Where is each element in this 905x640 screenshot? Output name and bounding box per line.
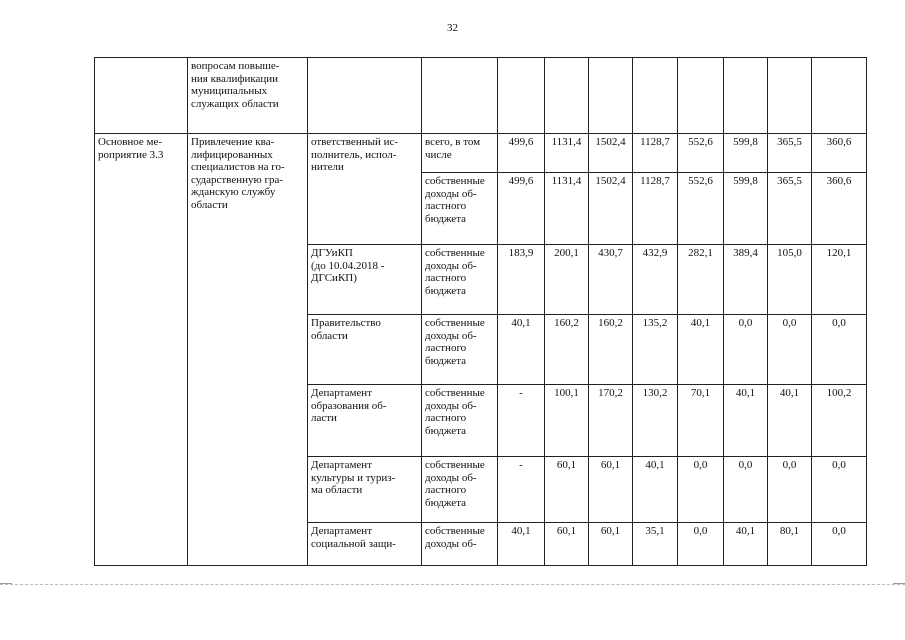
value-cell: 1502,4	[589, 173, 633, 245]
edge-mark	[893, 583, 905, 584]
value-cell: 432,9	[633, 245, 678, 315]
value-cell: 552,6	[678, 134, 724, 173]
measure-title-cell: Привлечение ква- лифицированных специалистов на го- сударственную гра- жданскую службу области	[188, 134, 308, 566]
executor-cell: Правительство области	[308, 315, 422, 385]
value-cell: 1131,4	[545, 134, 589, 173]
source-cell: собственные доходы об- ластного бюджета	[422, 245, 498, 315]
value-cell: 0,0	[724, 315, 768, 385]
value-cell: 0,0	[768, 315, 812, 385]
executor-cell: ответственный ис- полнитель, испол- нители	[308, 134, 422, 245]
value-cell: 40,1	[768, 385, 812, 457]
value-cell: 60,1	[545, 457, 589, 523]
value-cell: 1131,4	[545, 173, 589, 245]
value-cell: 0,0	[812, 457, 867, 523]
value-cell: 120,1	[812, 245, 867, 315]
executor-cell: Департамент образования об- ласти	[308, 385, 422, 457]
table-row	[95, 58, 867, 134]
value-cell: 170,2	[589, 385, 633, 457]
value-cell: 60,1	[545, 523, 589, 566]
value-cell: 40,1	[498, 523, 545, 566]
value-cell: 60,1	[589, 523, 633, 566]
value-cell: 0,0	[678, 523, 724, 566]
value-cell	[724, 58, 768, 134]
measure-title-cell: вопросам повыше- ния квалификации муниципальных служащих области	[188, 58, 308, 134]
value-cell: 1128,7	[633, 173, 678, 245]
value-cell: 40,1	[678, 315, 724, 385]
value-cell: 0,0	[812, 315, 867, 385]
source-cell: собственные доходы об- ластного бюджета	[422, 173, 498, 245]
value-cell: 599,8	[724, 134, 768, 173]
value-cell: 100,1	[545, 385, 589, 457]
value-cell: 105,0	[768, 245, 812, 315]
value-cell: 183,9	[498, 245, 545, 315]
value-cell: 35,1	[633, 523, 678, 566]
value-cell	[545, 58, 589, 134]
measure-label-cell: Основное ме- роприятие 3.3	[95, 134, 188, 566]
value-cell: 552,6	[678, 173, 724, 245]
value-cell: -	[498, 385, 545, 457]
source-cell: собственные доходы об- ластного бюджета	[422, 315, 498, 385]
value-cell: 60,1	[589, 457, 633, 523]
value-cell	[678, 58, 724, 134]
value-cell: 200,1	[545, 245, 589, 315]
value-cell: 100,2	[812, 385, 867, 457]
edge-mark	[0, 583, 12, 584]
value-cell: 599,8	[724, 173, 768, 245]
value-cell	[633, 58, 678, 134]
value-cell: 160,2	[589, 315, 633, 385]
value-cell: 40,1	[724, 523, 768, 566]
value-cell	[589, 58, 633, 134]
value-cell: 1502,4	[589, 134, 633, 173]
value-cell: 365,5	[768, 134, 812, 173]
value-cell: 0,0	[812, 523, 867, 566]
executor-cell	[308, 58, 422, 134]
value-cell: 40,1	[498, 315, 545, 385]
value-cell: 1128,7	[633, 134, 678, 173]
value-cell	[812, 58, 867, 134]
value-cell: 160,2	[545, 315, 589, 385]
page-number: 32	[447, 22, 458, 34]
table-row	[95, 134, 867, 173]
measure-cell	[95, 58, 188, 134]
value-cell: 360,6	[812, 173, 867, 245]
source-cell: всего, в том числе	[422, 134, 498, 173]
value-cell	[768, 58, 812, 134]
value-cell: 499,6	[498, 173, 545, 245]
value-cell: 0,0	[678, 457, 724, 523]
executor-cell: Департамент культуры и туриз- ма области	[308, 457, 422, 523]
executor-cell: Департамент социальной защи-	[308, 523, 422, 566]
page-cut-line	[0, 584, 905, 585]
value-cell: 282,1	[678, 245, 724, 315]
source-cell: собственные доходы об- ластного бюджета	[422, 385, 498, 457]
value-cell: 389,4	[724, 245, 768, 315]
value-cell: 70,1	[678, 385, 724, 457]
value-cell: 40,1	[633, 457, 678, 523]
value-cell: -	[498, 457, 545, 523]
budget-table	[94, 57, 867, 566]
value-cell: 0,0	[768, 457, 812, 523]
value-cell: 135,2	[633, 315, 678, 385]
source-cell: собственные доходы об-	[422, 523, 498, 566]
value-cell: 40,1	[724, 385, 768, 457]
value-cell: 360,6	[812, 134, 867, 173]
source-cell	[422, 58, 498, 134]
source-cell: собственные доходы об- ластного бюджета	[422, 457, 498, 523]
value-cell: 0,0	[724, 457, 768, 523]
value-cell: 499,6	[498, 134, 545, 173]
value-cell: 365,5	[768, 173, 812, 245]
value-cell: 80,1	[768, 523, 812, 566]
value-cell: 430,7	[589, 245, 633, 315]
value-cell	[498, 58, 545, 134]
value-cell: 130,2	[633, 385, 678, 457]
executor-cell: ДГУиКП (до 10.04.2018 - ДГСиКП)	[308, 245, 422, 315]
